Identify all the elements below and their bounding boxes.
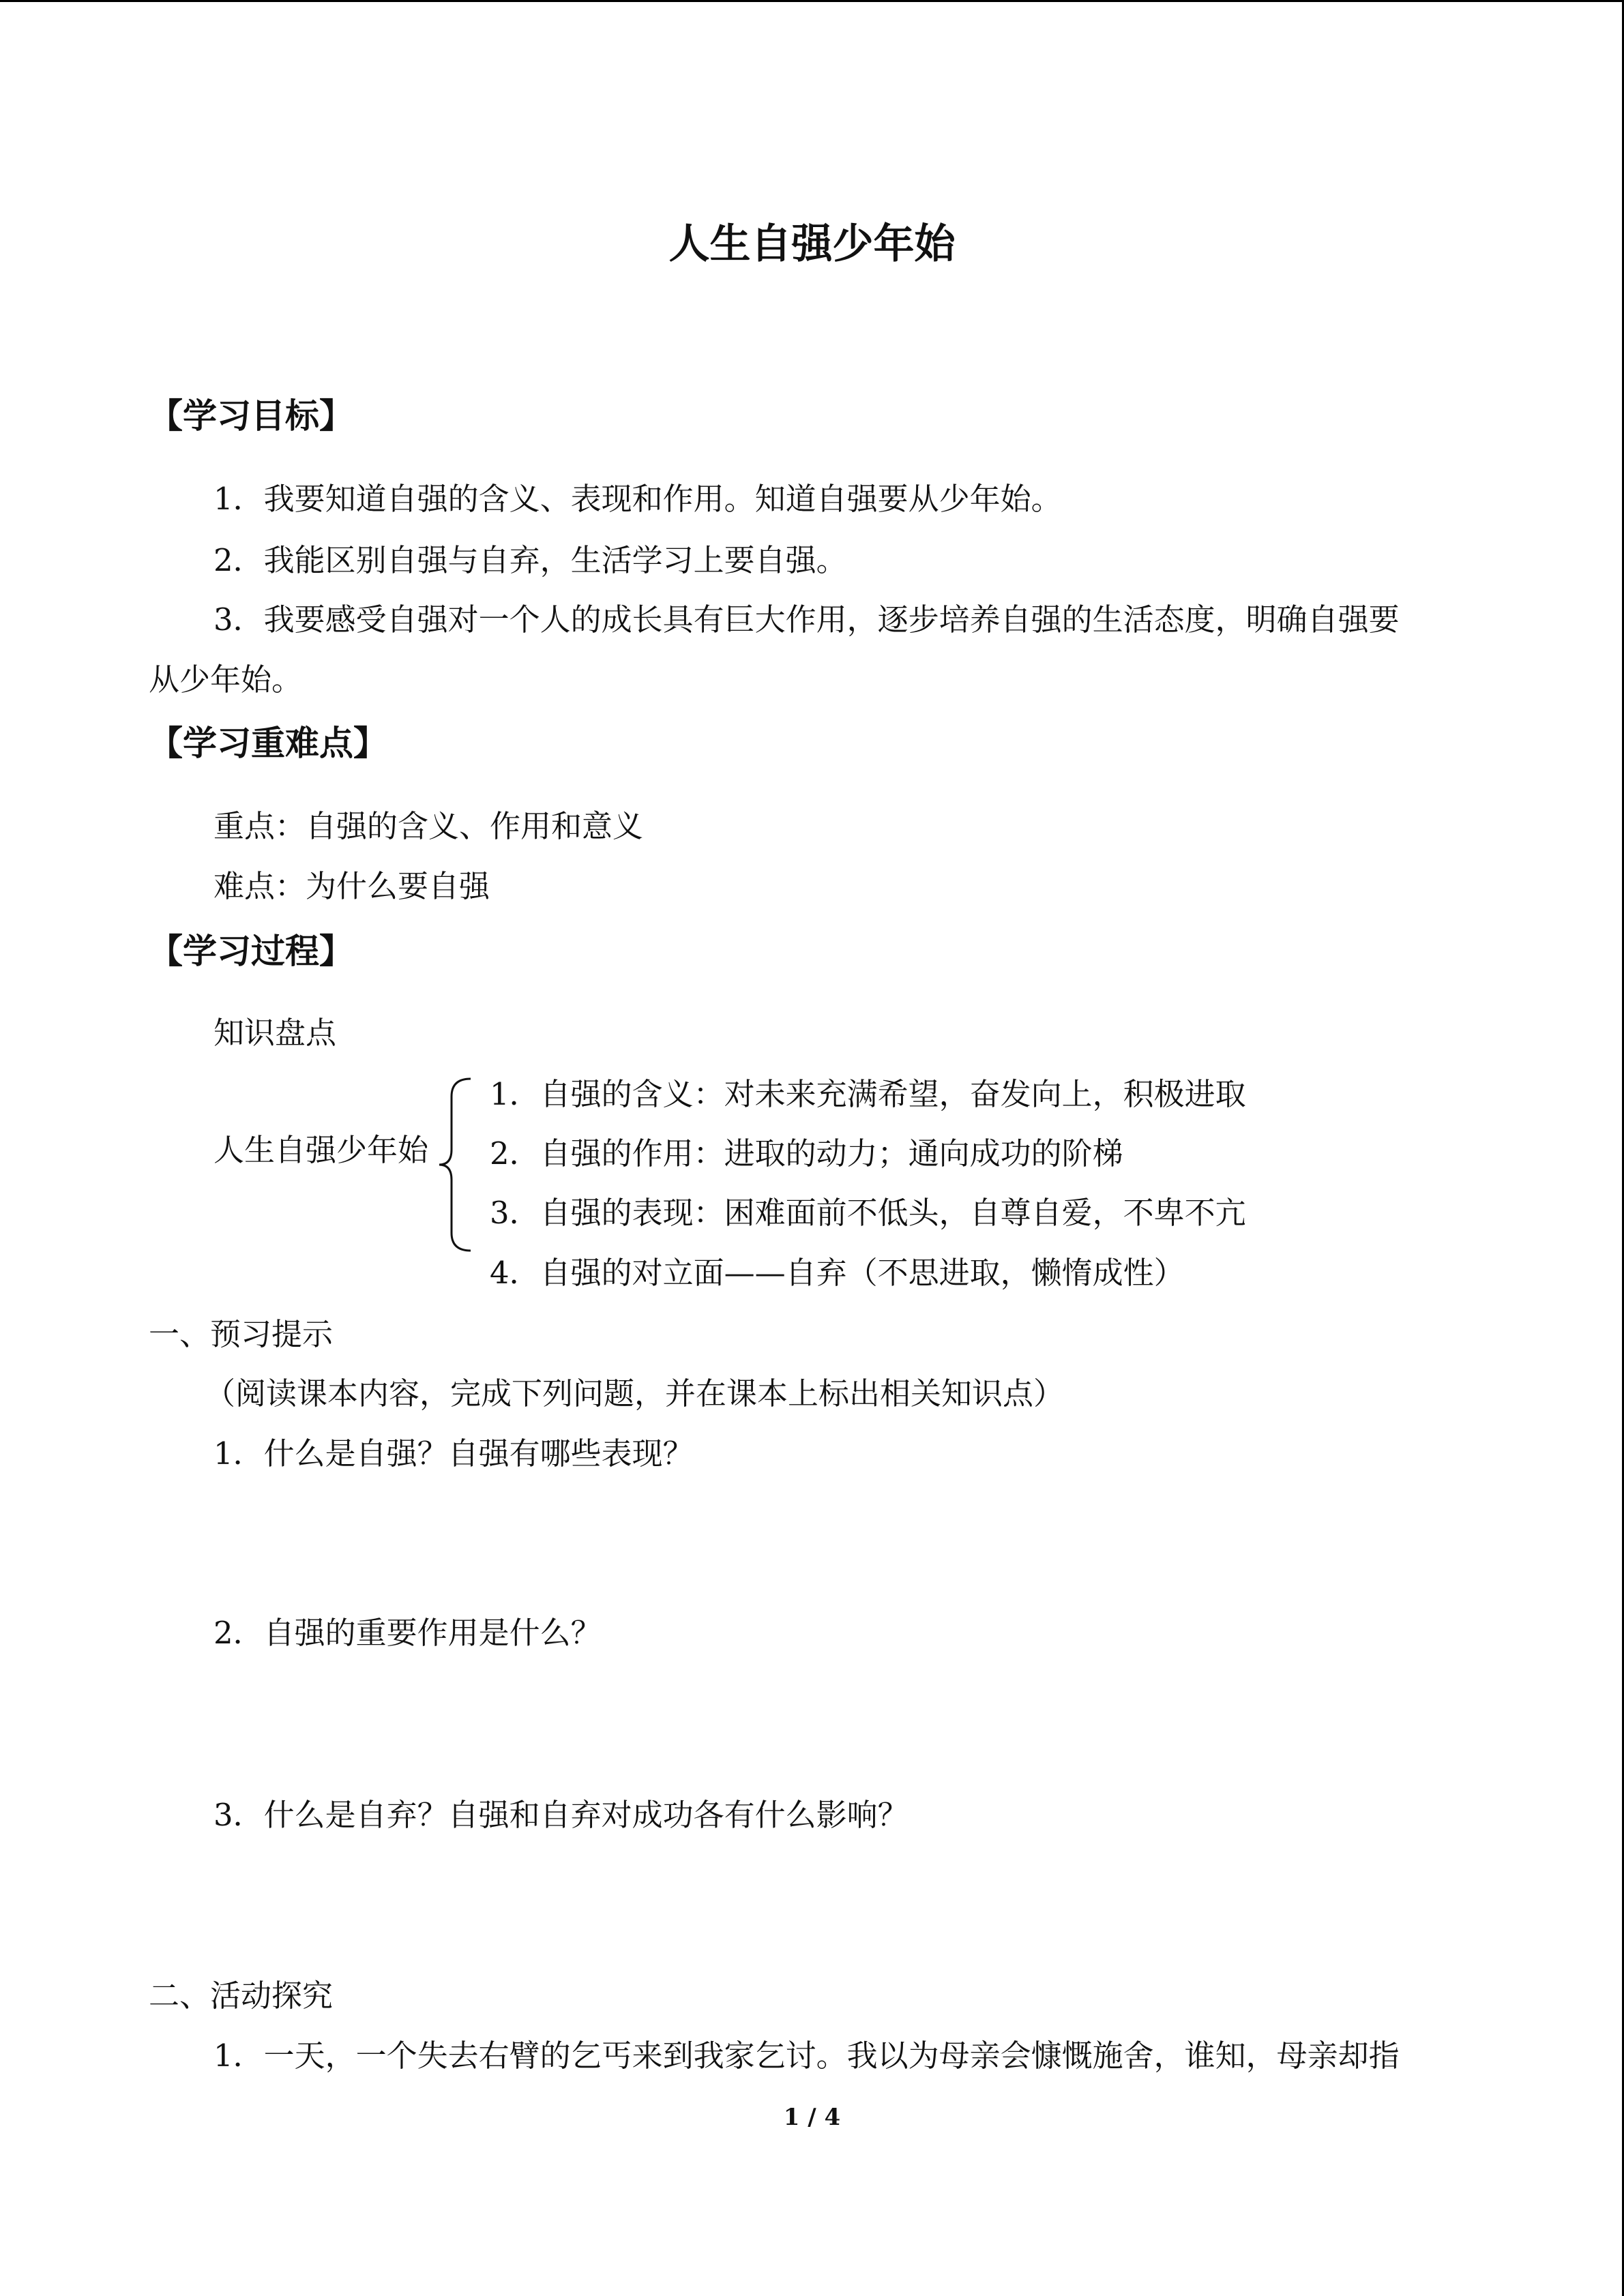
goal-item-2: 2．我能区别自强与自弃，生活学习上要自强。 [213, 542, 847, 578]
preview-note: （阅读课本内容，完成下列问题，并在课本上标出相关知识点） [205, 1375, 1065, 1412]
knowledge-label: 知识盘点 [213, 1015, 337, 1051]
activity-item-1: 1．一天，一个失去右臂的乞丐来到我家乞讨。我以为母亲会慷慨施舍，谁知，母亲却指 [213, 2038, 1400, 2074]
goal-item-3: 3．我要感受自强对一个人的成长具有巨大作用，逐步培养自强的生活态度，明确自强要 [213, 601, 1400, 638]
brace-item-3: 3．自强的表现：困难面前不低头，自尊自爱，不卑不亢 [490, 1195, 1246, 1231]
brace-item-4: 4．自强的对立面——自弃（不思进取，懒惰成性） [490, 1255, 1185, 1291]
top-border [0, 0, 1624, 2]
question-1: 1．什么是自强？自强有哪些表现？ [213, 1435, 694, 1472]
question-3: 3．什么是自弃？自强和自弃对成功各有什么影响？ [213, 1797, 909, 1833]
brace-item-2: 2．自强的作用：进取的动力；通向成功的阶梯 [490, 1135, 1123, 1172]
curly-brace-icon [437, 1076, 477, 1253]
key-point: 重点：自强的含义、作用和意义 [213, 808, 644, 844]
key-difficult-heading: 【学习重难点】 [149, 724, 387, 763]
page-title: 人生自强少年始 [668, 220, 956, 268]
difficult-point: 难点：为什么要自强 [213, 868, 490, 904]
brace-label: 人生自强少年始 [213, 1132, 429, 1168]
question-2: 2．自强的重要作用是什么？ [213, 1615, 602, 1651]
goal-item-1: 1．我要知道自强的含义、表现和作用。知道自强要从少年始。 [213, 481, 1062, 517]
process-heading: 【学习过程】 [149, 931, 353, 971]
page-number: 1 / 4 [783, 2104, 841, 2131]
goal-item-3-continued: 从少年始。 [149, 661, 303, 698]
brace-item-1: 1．自强的含义：对未来充满希望，奋发向上，积极进取 [490, 1076, 1246, 1112]
preview-heading: 一、预习提示 [149, 1316, 334, 1352]
activity-heading: 二、活动探究 [149, 1978, 334, 2014]
goals-heading: 【学习目标】 [149, 396, 353, 436]
